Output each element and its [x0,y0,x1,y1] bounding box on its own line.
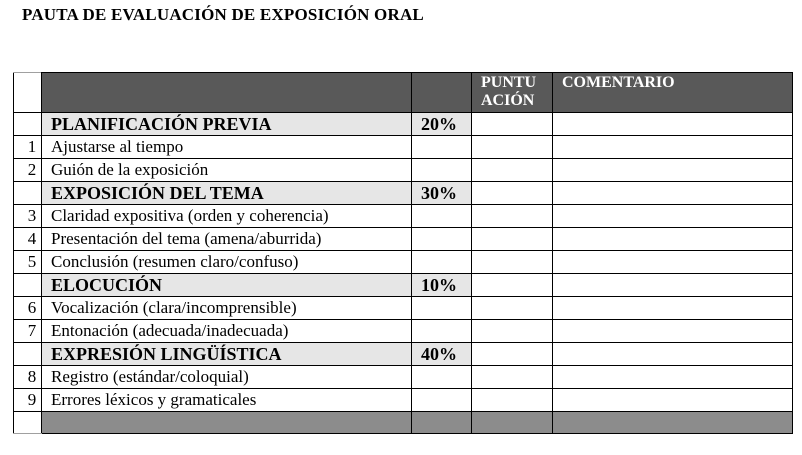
table-row [14,389,793,412]
item-score-cell[interactable] [472,366,553,389]
item-label: Registro (estándar/coloquial) [42,366,412,389]
item-number: 4 [14,228,42,251]
table-row [14,228,793,251]
item-number: 2 [14,159,42,182]
section-title: EXPRESIÓN LINGÜÍSTICA [42,343,412,366]
item-score-cell[interactable] [472,320,553,343]
section-row [14,343,793,366]
item-weight-cell [412,159,472,182]
header-criterion-cell [42,73,412,113]
footer-comment-cell [553,412,793,434]
item-score-cell[interactable] [472,136,553,159]
table-header-row [14,73,793,113]
item-score-cell[interactable] [472,205,553,228]
item-weight-cell [412,320,472,343]
section-comment-cell[interactable] [553,113,793,136]
table-row [14,251,793,274]
item-label: Guión de la exposición [42,159,412,182]
section-row [14,182,793,205]
item-comment-cell[interactable] [553,251,793,274]
item-label: Conclusión (resumen claro/confuso) [42,251,412,274]
item-number: 5 [14,251,42,274]
section-score-cell[interactable] [472,343,553,366]
evaluation-rubric-table [13,72,793,434]
table-row [14,136,793,159]
section-number-cell [14,182,42,205]
item-label: Presentación del tema (amena/aburrida) [42,228,412,251]
item-label: Errores léxicos y gramaticales [42,389,412,412]
table-row [14,205,793,228]
table-row [14,320,793,343]
header-weight-cell [412,73,472,113]
item-score-cell[interactable] [472,228,553,251]
item-number: 3 [14,205,42,228]
item-comment-cell[interactable] [553,205,793,228]
section-weight: 10% [412,274,472,297]
item-comment-cell[interactable] [553,228,793,251]
item-weight-cell [412,251,472,274]
item-weight-cell [412,297,472,320]
section-comment-cell[interactable] [553,343,793,366]
item-score-cell[interactable] [472,297,553,320]
item-weight-cell [412,205,472,228]
item-score-cell[interactable] [472,389,553,412]
section-comment-cell[interactable] [553,274,793,297]
section-score-cell[interactable] [472,182,553,205]
section-number-cell [14,343,42,366]
item-weight-cell [412,366,472,389]
table-row [14,297,793,320]
section-weight: 30% [412,182,472,205]
footer-weight-cell [412,412,472,434]
section-title: EXPOSICIÓN DEL TEMA [42,182,412,205]
item-comment-cell[interactable] [553,389,793,412]
item-comment-cell[interactable] [553,366,793,389]
section-number-cell [14,274,42,297]
footer-number-cell [14,412,42,434]
item-label: Claridad expositiva (orden y coherencia) [42,205,412,228]
section-score-cell[interactable] [472,113,553,136]
footer-criterion-cell [42,412,412,434]
section-title: PLANIFICACIÓN PREVIA [42,113,412,136]
section-number-cell [14,113,42,136]
section-comment-cell[interactable] [553,182,793,205]
item-number: 7 [14,320,42,343]
item-number: 6 [14,297,42,320]
section-row [14,274,793,297]
item-comment-cell[interactable] [553,297,793,320]
header-score-line2: ACIÓN [481,92,535,109]
item-weight-cell [412,228,472,251]
header-score-cell [472,73,553,113]
item-comment-cell[interactable] [553,320,793,343]
footer-score-cell [472,412,553,434]
item-label: Entonación (adecuada/inadecuada) [42,320,412,343]
section-title: ELOCUCIÓN [42,274,412,297]
table-row [14,159,793,182]
section-row [14,113,793,136]
document-title: PAUTA DE EVALUACIÓN DE EXPOSICIÓN ORAL [22,5,424,24]
item-comment-cell[interactable] [553,159,793,182]
item-weight-cell [412,389,472,412]
section-score-cell[interactable] [472,274,553,297]
header-number-cell [14,73,42,113]
section-weight: 40% [412,343,472,366]
section-weight: 20% [412,113,472,136]
table-footer-row [14,412,793,434]
item-number: 8 [14,366,42,389]
item-label: Ajustarse al tiempo [42,136,412,159]
item-score-cell[interactable] [472,159,553,182]
item-comment-cell[interactable] [553,136,793,159]
item-score-cell[interactable] [472,251,553,274]
table-row [14,366,793,389]
item-weight-cell [412,136,472,159]
item-label: Vocalización (clara/incomprensible) [42,297,412,320]
header-comment-cell: COMENTARIO [553,73,793,113]
item-number: 1 [14,136,42,159]
item-number: 9 [14,389,42,412]
header-score-line1: PUNTU [481,74,537,91]
